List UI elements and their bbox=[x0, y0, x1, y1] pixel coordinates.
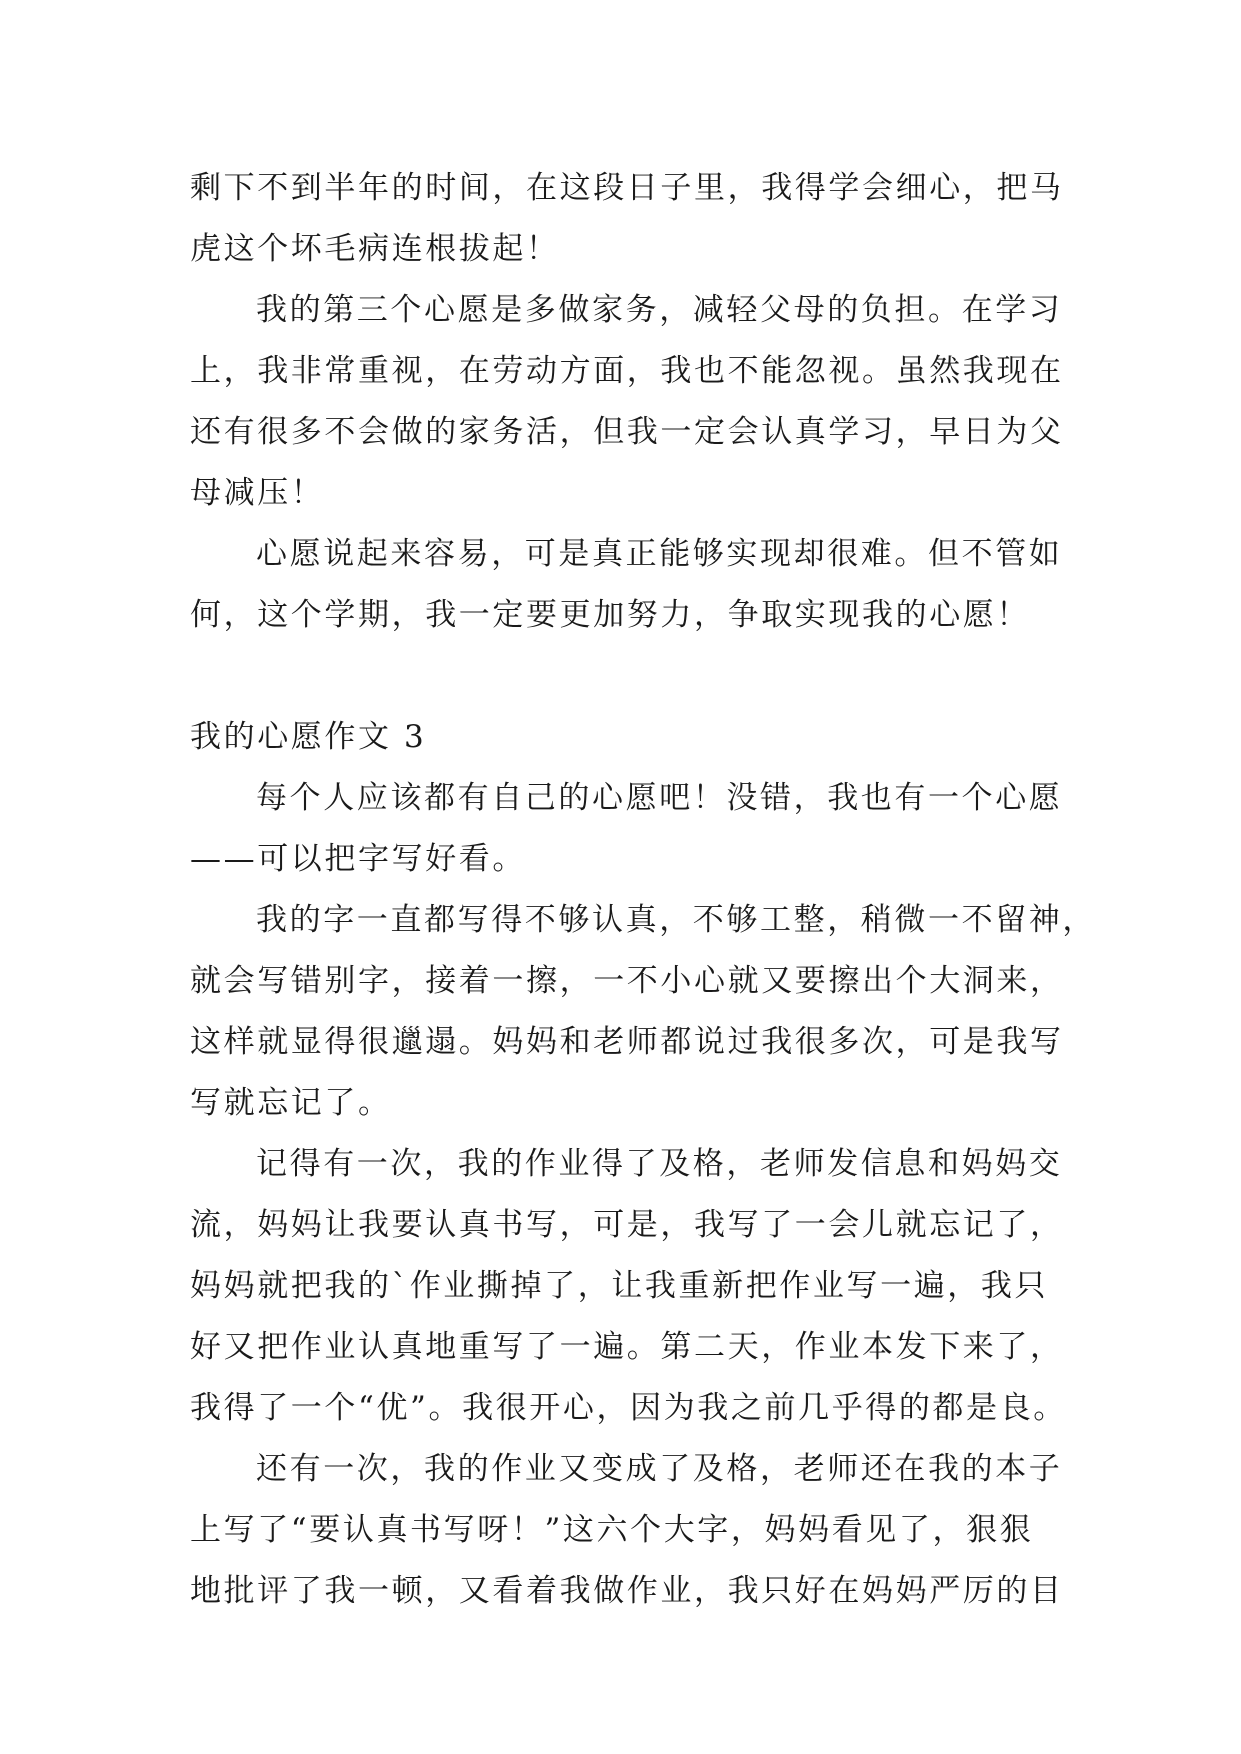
text-line: 流，妈妈让我要认真书写，可是，我写了一会儿就忘记了， bbox=[190, 1207, 1064, 1243]
document-body bbox=[190, 158, 1096, 1622]
text-line: 好又把作业认真地重写了一遍。第二天，作业本发下来了， bbox=[190, 1329, 1064, 1365]
text-line: 我的第三个心愿是多做家务，减轻父母的负担。在学习 bbox=[256, 292, 1063, 328]
text-line: 何，这个学期，我一定要更加努力，争取实现我的心愿！ bbox=[190, 597, 1030, 633]
text-line: 还有一次，我的作业又变成了及格，老师还在我的本子 bbox=[256, 1451, 1063, 1487]
text-line: 这样就显得很邋遢。妈妈和老师都说过我很多次，可是我写 bbox=[190, 1024, 1064, 1060]
text-line: 写就忘记了。 bbox=[190, 1085, 392, 1121]
text-line: 地批评了我一顿，又看着我做作业，我只好在妈妈严厉的目 bbox=[190, 1573, 1064, 1609]
essay-paragraph-1 bbox=[190, 768, 1063, 890]
paragraph-continued bbox=[190, 158, 1064, 280]
text-line: 虎这个坏毛病连根拔起！ bbox=[190, 231, 560, 267]
essay-paragraph-2 bbox=[190, 890, 1096, 1134]
essay-paragraph-4 bbox=[190, 1439, 1064, 1622]
text-line: 心愿说起来容易，可是真正能够实现却很难。但不管如 bbox=[256, 536, 1063, 572]
text-line: 我得了一个“优”。我很开心，因为我之前几乎得的都是良。 bbox=[190, 1390, 1067, 1426]
section-gap bbox=[190, 646, 1050, 707]
text-line: 上写了“要认真书写呀！”这六个大字，妈妈看见了，狠狠 bbox=[190, 1512, 1034, 1548]
text-line: 上，我非常重视，在劳动方面，我也不能忽视。虽然我现在 bbox=[190, 353, 1064, 389]
text-line: 我的字一直都写得不够认真，不够工整，稍微一不留神， bbox=[256, 902, 1096, 938]
text-line: ——可以把字写好看。 bbox=[190, 841, 526, 877]
text-line: 母减压！ bbox=[190, 475, 325, 511]
text-line: 就会写错别字，接着一擦，一不小心就又要擦出个大洞来， bbox=[190, 963, 1064, 999]
text-line: 剩下不到半年的时间，在这段日子里，我得学会细心，把马 bbox=[190, 170, 1064, 206]
text-line: 每个人应该都有自己的心愿吧！没错，我也有一个心愿 bbox=[256, 780, 1063, 816]
paragraph-conclusion bbox=[190, 524, 1063, 646]
text-line: 妈妈就把我的`作业撕掉了，让我重新把作业写一遍，我只 bbox=[190, 1268, 1049, 1304]
paragraph-wish-three bbox=[190, 280, 1064, 524]
text-line: 记得有一次，我的作业得了及格，老师发信息和妈妈交 bbox=[256, 1146, 1063, 1182]
essay-paragraph-3 bbox=[190, 1134, 1067, 1439]
essay-title: 我的心愿作文 3 bbox=[190, 719, 427, 755]
text-line: 还有很多不会做的家务活，但我一定会认真学习，早日为父 bbox=[190, 414, 1064, 450]
